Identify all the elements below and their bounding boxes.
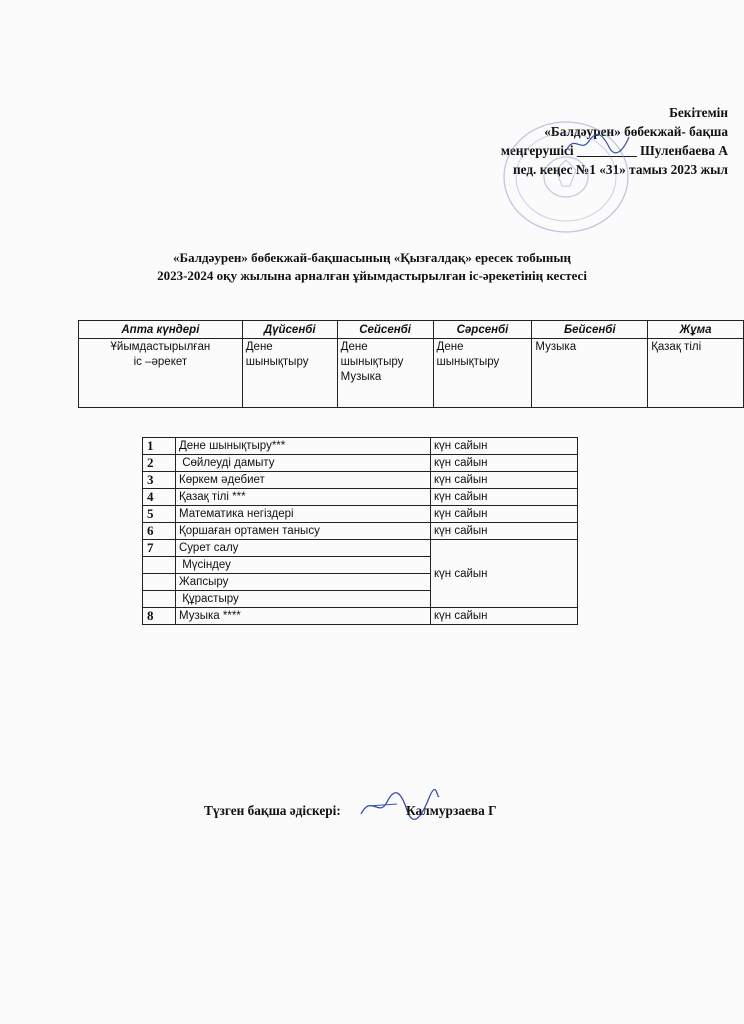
subject-frequency: күн сайын (431, 608, 578, 625)
subject-number (143, 574, 176, 591)
approval-line-1: Бекітемін (669, 105, 728, 120)
schedule-header-row (79, 321, 744, 339)
cell-text: шынықтыру (436, 356, 500, 368)
subject-name: Музыка **** (176, 608, 431, 625)
footer-name: Калмурзаева Г (406, 803, 497, 818)
row-label-cell (79, 339, 243, 408)
subject-number: 5 (143, 506, 176, 523)
subject-number: 7 (143, 540, 176, 557)
cell-thursday (532, 339, 648, 408)
title-line-1: «Балдәурен» бөбекжай-бақшасының «Қызғалдақ» ересек тобының (173, 250, 571, 265)
subject-name: Құрастыру (176, 591, 431, 608)
table-row (143, 506, 578, 523)
subject-frequency: күн сайын (431, 540, 578, 608)
subject-name: Қоршаған ортамен танысу (176, 523, 431, 540)
header-thursday: Бейсенбі (532, 321, 648, 339)
subject-number (143, 557, 176, 574)
subject-name: Жапсыру (176, 574, 431, 591)
cell-text: Музыка (340, 371, 382, 383)
footer-label: Түзген бақша әдіскері: (204, 803, 341, 818)
weekly-schedule-table (78, 320, 744, 408)
subject-name: Қазақ тілі *** (176, 489, 431, 506)
row-label-line: іс –әрекет (133, 356, 188, 368)
subject-number: 6 (143, 523, 176, 540)
header-tuesday: Сейсенбі (337, 321, 433, 339)
subject-frequency: күн сайын (431, 489, 578, 506)
subject-name: Мүсіндеу (176, 557, 431, 574)
director-signature (563, 131, 633, 155)
approval-line-4: пед. кеңес №1 «31» тамыз 2023 жыл (512, 162, 728, 177)
table-row (143, 523, 578, 540)
title-line-2: 2023-2024 оқу жылына арналған ұйымдастырылған іс-әрекетінің кестесі (157, 268, 587, 283)
cell-text: Дене (340, 341, 368, 353)
cell-text: Дене (436, 341, 464, 353)
row-label-line: Ұйымдастырылған (110, 341, 211, 353)
cell-monday (242, 339, 337, 408)
subject-number: 4 (143, 489, 176, 506)
header-friday: Жұма (648, 321, 744, 339)
table-row (143, 489, 578, 506)
schedule-row (79, 339, 744, 408)
subject-number: 3 (143, 472, 176, 489)
subject-name: Математика негіздері (176, 506, 431, 523)
cell-text: Музыка (535, 341, 577, 353)
table-row (143, 608, 578, 625)
table-row (143, 540, 578, 557)
subject-name: Сурет салу (176, 540, 431, 557)
cell-wednesday (433, 339, 532, 408)
cell-text: Қазақ тілі (651, 341, 702, 353)
subject-frequency: күн сайын (431, 523, 578, 540)
table-row (143, 472, 578, 489)
header-monday: Дүйсенбі (242, 321, 337, 339)
approval-line-2: «Балдәурен» бөбекжай- бақша (544, 124, 728, 139)
approval-line-3: меңгерушісі _________ Шуленбаева А (500, 143, 728, 158)
subject-name: Дене шынықтыру*** (176, 438, 431, 455)
subject-frequency: күн сайын (431, 472, 578, 489)
header-weekdays: Апта күндері (79, 321, 243, 339)
subject-frequency: күн сайын (431, 438, 578, 455)
document-title (0, 249, 744, 285)
cell-friday (648, 339, 744, 408)
cell-text: шынықтыру (340, 356, 404, 368)
header-wednesday: Сәрсенбі (433, 321, 532, 339)
subject-name: Сөйлеуді дамыту (176, 455, 431, 472)
cell-text: шынықтыру (245, 356, 309, 368)
footer-signature-line (204, 803, 497, 819)
table-row (143, 438, 578, 455)
subject-number: 8 (143, 608, 176, 625)
subject-number: 1 (143, 438, 176, 455)
subject-frequency: күн сайын (431, 455, 578, 472)
subject-number (143, 591, 176, 608)
subject-name: Көркем әдебиет (176, 472, 431, 489)
cell-tuesday (337, 339, 433, 408)
cell-text: Дене (245, 341, 273, 353)
subject-frequency: күн сайын (431, 506, 578, 523)
subjects-table (142, 437, 578, 625)
table-row (143, 455, 578, 472)
subject-number: 2 (143, 455, 176, 472)
